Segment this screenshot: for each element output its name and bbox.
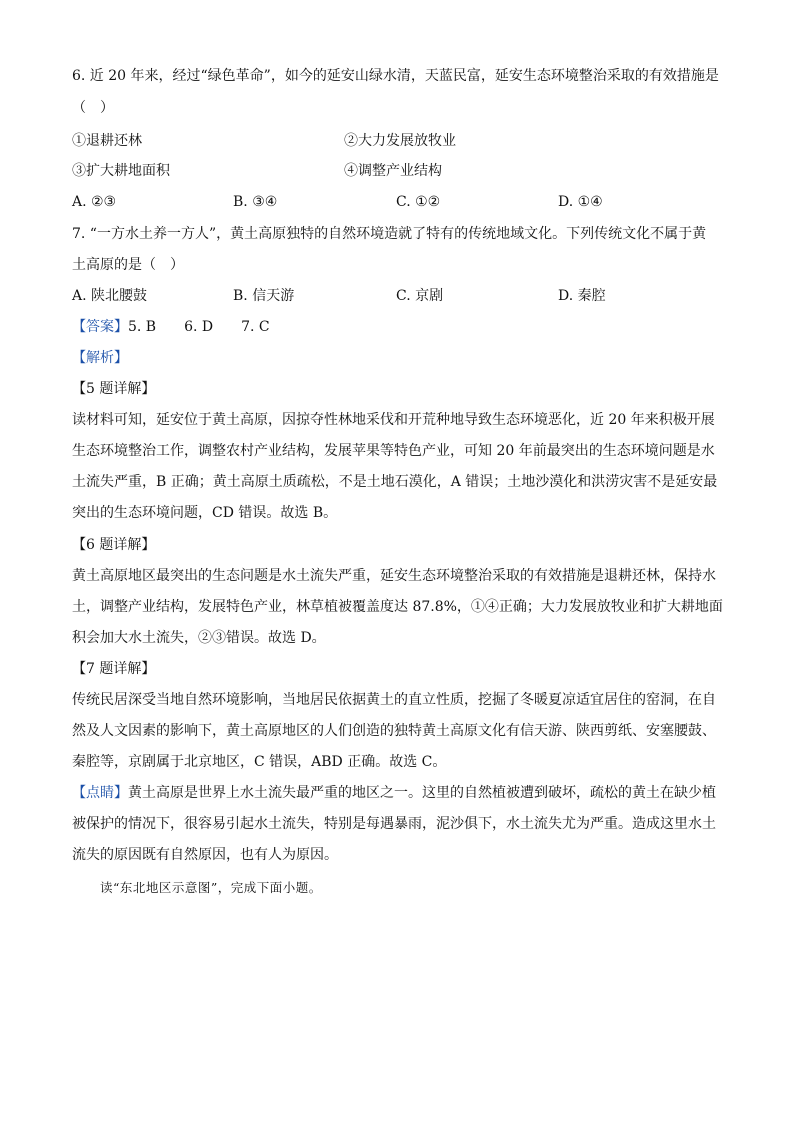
q6-item-2: ②大力发展放牧业 xyxy=(344,133,456,149)
answer-text: 5. B 6. D 7. C xyxy=(128,319,270,335)
q6-item-4: ④调整产业结构 xyxy=(344,163,442,179)
d5-line-1: 读材料可知，延安位于黄土高原，因掠夺性林地采伐和开荒种地导致生态环境恶化，近 20 年来积极开展 xyxy=(72,412,715,428)
q7-choice-c: C. 京剧 xyxy=(396,288,444,304)
analysis-label: 【解析】 xyxy=(72,350,128,366)
d5-line-2: 生态环境整治工作，调整农村产业结构，发展苹果等特色产业，可知 20 年前最突出的生态环境问题是水 xyxy=(72,443,715,459)
q7-choice-b: B. 信天游 xyxy=(233,288,295,304)
q6-item-1: ①退耕还林 xyxy=(72,133,142,149)
d6-label: 【6 题详解】 xyxy=(72,537,156,553)
q7-stem-line1: 7. “一方水土养一方人”，黄土高原独特的自然环境造就了特有的传统地域文化。下列传统文化不属于黄 xyxy=(72,226,707,242)
d5-line-4: 突出的生态环境问题，CD 错误。故选 B。 xyxy=(72,505,338,521)
q7-stem-line2: 土高原的是（ ） xyxy=(72,257,184,273)
tip-line-2: 被保护的情况下，很容易引起水土流失，特别是每遇暴雨，泥沙俱下，水土流失尤为严重。造成这里水土 xyxy=(72,816,716,832)
q6-choice-c: C. ①② xyxy=(396,194,441,210)
q6-choice-b: B. ③④ xyxy=(233,194,278,210)
answer-label: 【答案】 xyxy=(72,319,128,335)
tip-line-1: 黄土高原是世界上水土流失最严重的地区之一。这里的自然植被遭到破坏，疏松的黄土在缺少植 xyxy=(128,785,716,801)
next-question-intro: 读“东北地区示意图”，完成下面小题。 xyxy=(100,880,322,895)
q6-stem-line1: 6. 近 20 年来，经过“绿色革命”，如今的延安山绿水清，天蓝民富，延安生态环境整治采取的有效措施是 xyxy=(72,68,719,84)
d7-label: 【7 题详解】 xyxy=(72,661,156,677)
tip-label: 【点睛】 xyxy=(72,785,128,801)
d7-line-1: 传统民居深受当地自然环境影响，当地居民依据黄土的直立性质，挖掘了冬暖夏凉适宜居住的窑洞，在自 xyxy=(72,692,716,708)
q7-choice-a: A. 陕北腰鼓 xyxy=(72,288,148,304)
q7-choice-d: D. 秦腔 xyxy=(558,288,606,304)
d6-line-3: 积会加大水土流失，②③错误。故选 D。 xyxy=(72,630,326,646)
d6-line-1: 黄土高原地区最突出的生态问题是水土流失严重，延安生态环境整治采取的有效措施是退耕还林，保持水 xyxy=(72,568,716,584)
q6-choice-a: A. ②③ xyxy=(72,194,117,210)
d7-line-3: 秦腔等，京剧属于北京地区，C 错误，ABD 正确。故选 C。 xyxy=(72,754,447,770)
d6-line-2: 土，调整产业结构，发展特色产业，林草植被覆盖度达 87.8%，①④正确；大力发展放牧业和扩大耕地面 xyxy=(72,599,723,615)
q6-item-3: ③扩大耕地面积 xyxy=(72,163,170,179)
tip-row xyxy=(72,783,716,803)
q6-choice-d: D. ①④ xyxy=(558,194,603,210)
d5-label: 【5 题详解】 xyxy=(72,381,156,397)
d7-line-2: 然及人文因素的影响下，黄土高原地区的人们创造的独特黄土高原文化有信天游、陕西剪纸、安塞腰鼓、 xyxy=(72,723,716,739)
d5-line-3: 土流失严重，B 正确；黄土高原土质疏松，不是土地石漠化，A 错误；土地沙漠化和洪涝灾害不是延安最 xyxy=(72,474,718,490)
tip-line-3: 流失的原因既有自然原因，也有人为原因。 xyxy=(72,847,338,863)
answer-row xyxy=(72,317,270,337)
q6-stem-line2: （ ） xyxy=(72,100,114,116)
